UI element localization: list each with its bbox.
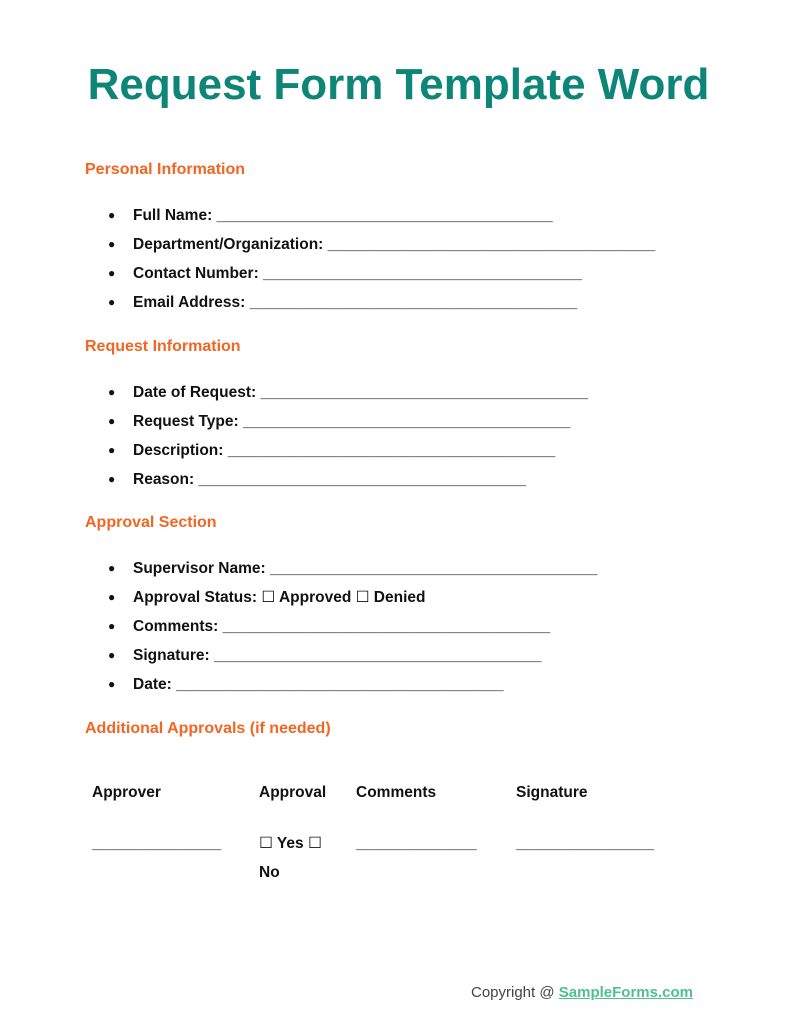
list-item xyxy=(108,612,598,641)
section-heading-request: Request Information xyxy=(85,338,241,355)
field-supervisor-name[interactable]: Supervisor Name: ______________________________________ xyxy=(133,560,598,577)
approval-list xyxy=(108,554,598,699)
bullet-icon: ● xyxy=(108,472,116,486)
section-heading-personal: Personal Information xyxy=(85,161,246,178)
comments-field[interactable]: ______________ xyxy=(356,835,477,852)
approval-yes-checkbox[interactable]: ☐ Yes ☐ xyxy=(259,835,322,852)
bullet-icon: ● xyxy=(108,619,116,633)
section-heading-approval: Approval Section xyxy=(85,514,217,531)
approval-no-checkbox[interactable]: No xyxy=(259,864,280,881)
table-header-comments: Comments xyxy=(356,784,437,801)
list-item xyxy=(108,259,655,288)
field-full-name[interactable]: Full Name: _______________________________________ xyxy=(133,207,553,224)
column-approval xyxy=(259,778,326,887)
field-comments[interactable]: Comments: ______________________________________ xyxy=(133,618,551,635)
bullet-icon: ● xyxy=(108,443,116,457)
bullet-icon: ● xyxy=(108,590,116,604)
list-item xyxy=(108,201,655,230)
list-item xyxy=(108,407,588,436)
column-approver xyxy=(92,778,221,858)
field-approval-status[interactable]: Approval Status: ☐ Approved ☐ Denied xyxy=(133,589,426,606)
bullet-icon: ● xyxy=(108,561,116,575)
request-info-list xyxy=(108,378,588,494)
column-signature xyxy=(516,778,654,858)
column-comments xyxy=(356,778,477,858)
bullet-icon: ● xyxy=(108,266,116,280)
list-item xyxy=(108,670,598,699)
page-title: Request Form Template Word xyxy=(87,60,710,109)
bullet-icon: ● xyxy=(108,385,116,399)
field-contact-number[interactable]: Contact Number: _____________________________________ xyxy=(133,265,582,282)
field-description[interactable]: Description: ______________________________________ xyxy=(133,442,556,459)
bullet-icon: ● xyxy=(108,414,116,428)
field-request-type[interactable]: Request Type: ______________________________________ xyxy=(133,413,571,430)
field-email-address[interactable]: Email Address: ______________________________________ xyxy=(133,294,578,311)
list-item xyxy=(108,230,655,259)
list-item xyxy=(108,554,598,583)
field-reason[interactable]: Reason: ______________________________________ xyxy=(133,471,527,488)
table-header-approval: Approval xyxy=(259,784,327,801)
bullet-icon: ● xyxy=(108,295,116,309)
list-item xyxy=(108,288,655,317)
list-item xyxy=(108,583,598,612)
approver-field[interactable]: _______________ xyxy=(92,835,222,852)
field-signature[interactable]: Signature: ______________________________________ xyxy=(133,647,542,664)
field-date[interactable]: Date: ______________________________________ xyxy=(133,676,504,693)
list-item xyxy=(108,378,588,407)
field-department[interactable]: Department/Organization: ______________________________________ xyxy=(133,236,656,253)
personal-info-list xyxy=(108,201,655,317)
brand-link[interactable]: SampleForms.com xyxy=(558,984,693,1001)
copyright-text: Copyright @ xyxy=(471,984,559,1001)
bullet-icon: ● xyxy=(108,677,116,691)
table-header-signature: Signature xyxy=(516,784,588,801)
footer-copyright xyxy=(471,984,693,1001)
bullet-icon: ● xyxy=(108,237,116,251)
signature-field[interactable]: ________________ xyxy=(516,835,654,852)
list-item xyxy=(108,465,588,494)
field-date-of-request[interactable]: Date of Request: ______________________________________ xyxy=(133,384,589,401)
table-header-approver: Approver xyxy=(92,784,161,801)
list-item xyxy=(108,641,598,670)
section-heading-additional: Additional Approvals (if needed) xyxy=(85,720,331,737)
bullet-icon: ● xyxy=(108,208,116,222)
list-item xyxy=(108,436,588,465)
bullet-icon: ● xyxy=(108,648,116,662)
